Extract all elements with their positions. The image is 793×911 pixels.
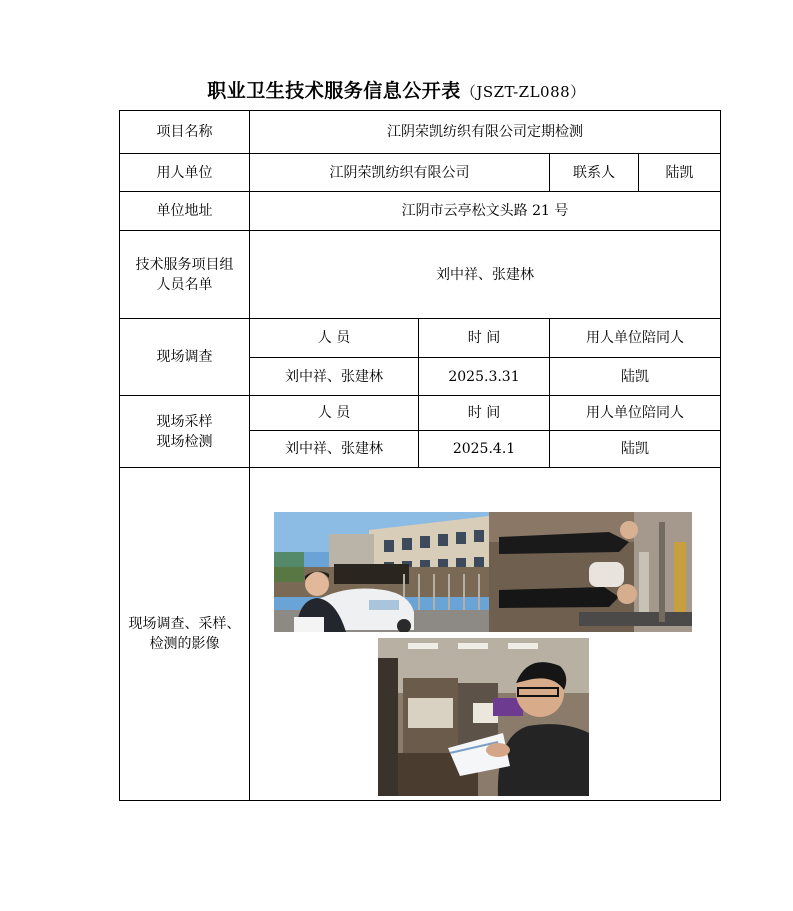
sampling-header-people: 人 员 [250,396,419,431]
title-code: （JSZT-ZL088） [460,83,586,101]
survey-escort: 陆凯 [550,358,721,396]
sampling-header-escort: 用人单位陪同人 [550,396,721,431]
team-label-line2: 人员名单 [156,276,213,293]
team-label [120,231,250,319]
survey-header-escort: 用人单位陪同人 [550,319,721,358]
team-value: 刘中祥、张建林 [250,231,721,319]
row-survey-header [120,319,721,358]
sampling-label [120,396,250,468]
project-name-value: 江阴荣凯纺织有限公司定期检测 [250,111,721,154]
survey-header-people: 人 员 [250,319,419,358]
sampling-label-line1: 现场采样 [156,413,213,430]
employer-value: 江阴荣凯纺织有限公司 [250,154,550,192]
sampling-header-time: 时 间 [419,396,550,431]
contact-label: 联系人 [550,154,639,192]
row-team [120,231,721,319]
sampling-people: 刘中祥、张建林 [250,431,419,468]
survey-people: 刘中祥、张建林 [250,358,419,396]
sampling-label-line2: 现场检测 [156,433,213,450]
address-label: 单位地址 [120,192,250,231]
contact-value: 陆凯 [639,154,721,192]
images-label-line2: 检测的影像 [149,636,220,652]
survey-time: 2025.3.31 [419,358,550,396]
survey-label: 现场调查 [120,319,250,396]
photo-sampling [489,512,692,632]
team-label-line1: 技术服务项目组 [135,256,234,273]
photo-site-survey [274,512,489,632]
project-name-label: 项目名称 [120,111,250,154]
address-value: 江阴市云亭松文头路 21 号 [250,192,721,231]
images-label-line1: 现场调查、采样、 [128,616,241,632]
row-employer [120,154,721,192]
employer-label: 用人单位 [120,154,250,192]
sampling-time: 2025.4.1 [419,431,550,468]
page-title [0,76,793,103]
sampling-escort: 陆凯 [550,431,721,468]
row-address [120,192,721,231]
row-sampling-header [120,396,721,431]
images-label [120,468,250,801]
photo-detection [378,638,589,796]
survey-header-time: 时 间 [419,319,550,358]
title-main: 职业卫生技术服务信息公开表 [207,80,461,102]
row-project-name [120,111,721,154]
